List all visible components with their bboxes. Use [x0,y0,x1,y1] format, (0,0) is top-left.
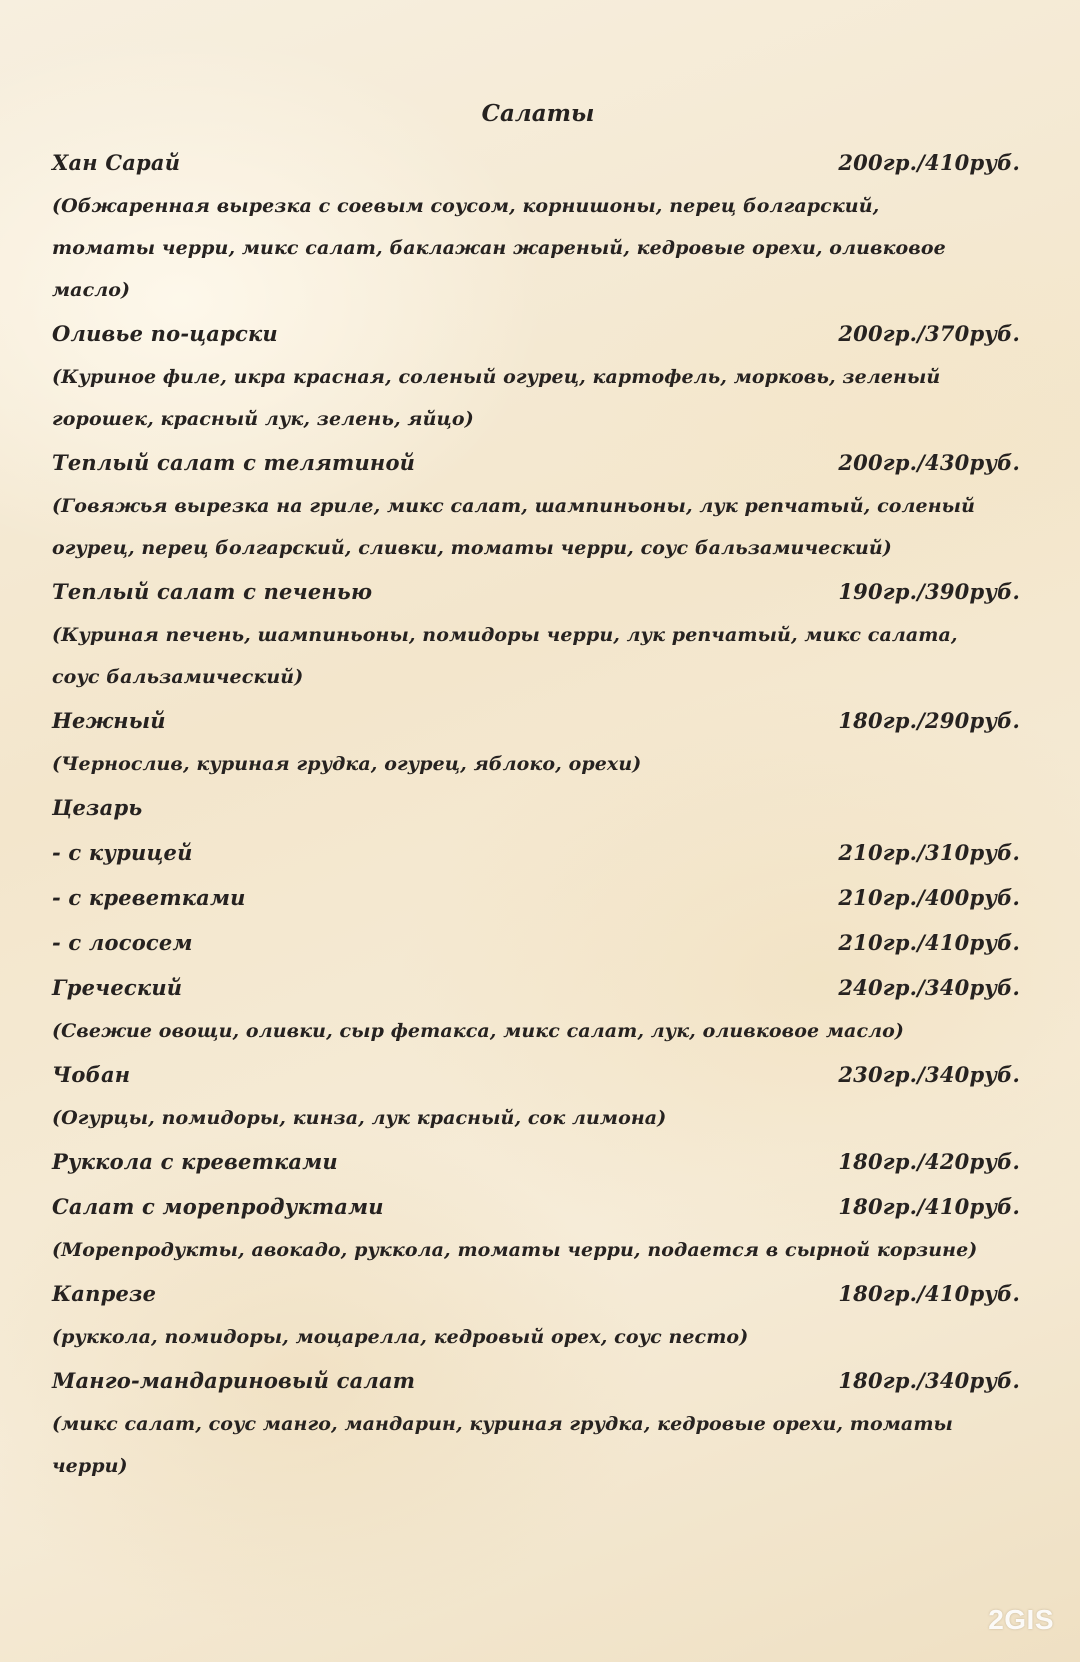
item-description: (Свежие овощи, оливки, сыр фетакса, микс салат, лук, оливковое масло) [52,1020,904,1042]
item-price: 200гр./430руб. [838,450,1020,475]
item-name: - с креветками [52,885,246,910]
item-description: (Говяжья вырезка на гриле, микс салат, шампиньоны, лук репчатый, соленый огурец, перец болгарский, сливки, томаты черри, соус бальзамический) [52,495,976,559]
item-description: (Куриное филе, икра красная, соленый огурец, картофель, морковь, зеленый горошек, красный лук, зелень, яйцо) [52,366,941,430]
menu-item [52,698,1024,743]
item-name: Цезарь [52,795,143,820]
menu-item [52,1052,1024,1097]
item-name: Салат с морепродуктами [52,1194,384,1219]
item-name: - с лососем [52,930,193,955]
item-price: 240гр./340руб. [838,975,1020,1000]
item-price: 180гр./290руб. [838,708,1020,733]
item-name: Руккола с креветками [52,1149,338,1174]
item-price: 180гр./420руб. [838,1149,1020,1174]
menu-item [52,440,1024,485]
item-price: 180гр./340руб. [838,1368,1020,1393]
menu-item-variant [52,875,1024,920]
menu-item [52,140,1024,185]
item-name: Теплый салат с печенью [52,579,373,604]
item-name: Греческий [52,975,183,1000]
menu-item-variant [52,830,1024,875]
item-description: (микс салат, соус манго, мандарин, куриная грудка, кедровые орехи, томаты черри) [52,1413,953,1477]
item-description: (Чернослив, куриная грудка, огурец, яблоко, орехи) [52,753,642,775]
item-price: 180гр./410руб. [838,1194,1020,1219]
item-name: Теплый салат с телятиной [52,450,416,475]
item-description: (Морепродукты, авокадо, руккола, томаты черри, подается в сырной корзине) [52,1239,978,1261]
watermark-logo: 2GIS [988,1604,1054,1635]
item-name: Манго-мандариновый салат [52,1368,416,1393]
item-price: 210гр./400руб. [838,885,1020,910]
item-description: (Огурцы, помидоры, кинза, лук красный, сок лимона) [52,1107,667,1129]
menu-item [52,965,1024,1010]
item-name: - с курицей [52,840,193,865]
item-price: 210гр./410руб. [838,930,1020,955]
menu-item [52,1358,1024,1403]
menu-item [52,569,1024,614]
section-title: Салаты [481,100,595,127]
menu-item [52,311,1024,356]
item-name: Оливье по-царски [52,321,278,346]
menu-item [52,1184,1024,1229]
item-name: Хан Сарай [52,150,181,175]
item-price: 190гр./390руб. [838,579,1020,604]
menu-page [52,96,1024,1477]
item-price: 230гр./340руб. [838,1062,1020,1087]
item-name: Чобан [52,1062,131,1087]
item-price: 180гр./410руб. [838,1281,1020,1306]
item-name: Капрезе [52,1281,157,1306]
item-price: 200гр./410руб. [838,150,1020,175]
item-description: (Куриная печень, шампиньоны, помидоры черри, лук репчатый, микс салата, соус бальзамический) [52,624,958,688]
item-description: (руккола, помидоры, моцарелла, кедровый орех, соус песто) [52,1326,749,1348]
menu-item [52,1139,1024,1184]
item-price: 200гр./370руб. [838,321,1020,346]
item-description: (Обжаренная вырезка с соевым соусом, корнишоны, перец болгарский, томаты черри, микс салат, баклажан жареный, кедровые орехи, оливковое масло) [52,195,946,301]
menu-item [52,785,1024,830]
item-price: 210гр./310руб. [838,840,1020,865]
menu-item [52,1271,1024,1316]
menu-item-variant [52,920,1024,965]
item-name: Нежный [52,708,166,733]
